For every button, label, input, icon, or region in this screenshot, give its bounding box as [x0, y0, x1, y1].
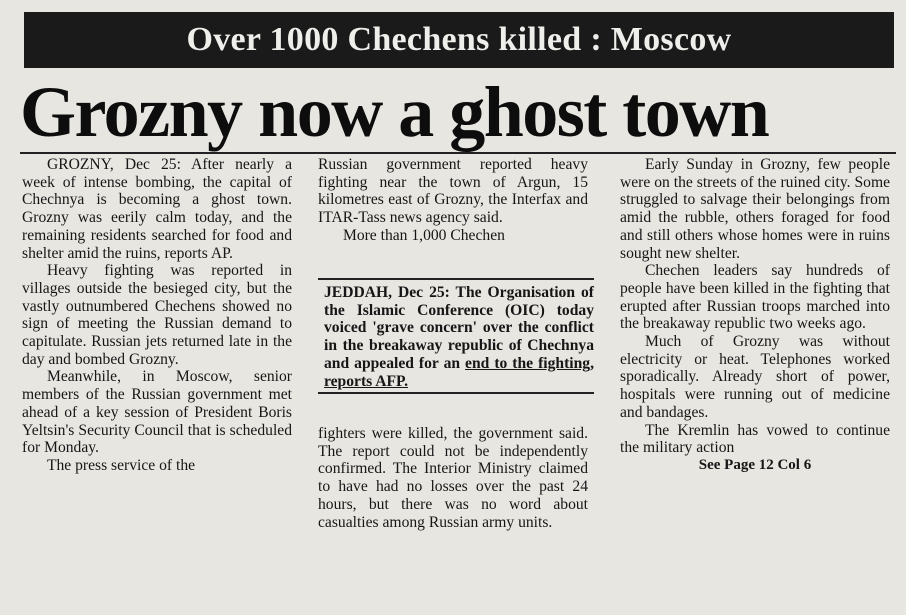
article-column-1	[22, 156, 292, 475]
paragraph: The press service of the	[46, 456, 196, 474]
inset-text: JEDDAH, Dec 25: The Organisation of the Islamic Conference (OIC) today voiced 'grave concern' over the conflict in the breakaway republic of Chechnya and appealed for an	[324, 284, 594, 372]
paragraph: fighters were killed, the government said. The report could not be independently confirmed. The Interior Ministry claimed to have had no losses over the past 24 hours, but there was no word about casualties among Russian army units.	[318, 425, 588, 531]
article-column-3	[620, 156, 890, 475]
paragraph: GROZNY, Dec 25: After nearly a week of intense bombing, the capital of Chechnya is becoming a ghost town. Grozny was eerily calm today, and the remaining residents searched for food and shelter amid the ruins, reports AP.	[22, 156, 292, 262]
paragraph: Early Sunday in Grozny, few people were on the streets of the ruined city. Some struggled to salvage their belongings from amid the rubble, others foraged for food and still others whose homes were in ruins sought new shelter.	[620, 156, 890, 262]
oic-inset-box	[318, 278, 594, 394]
paragraph: Heavy fighting was reported in villages outside the besieged city, but the vastly outnumbered Chechens showed no sign of meeting the Russian demand to capitulate. Russian jets returned late in the day and bombed Grozny.	[22, 262, 292, 368]
paragraph: Meanwhile, in Moscow, senior members of the Russian government met ahead of a key session of President Boris Yeltsin's Security Council that is scheduled for Monday.	[22, 368, 292, 457]
headline-rule	[20, 152, 896, 154]
paragraph: Much of Grozny was without electricity or heat. Telephones worked sporadically. Already short of power, hospitals were running out of medicine and bandages.	[620, 333, 890, 421]
kicker-banner: Over 1000 Chechens killed : Moscow	[24, 12, 894, 68]
article-column-2-top	[318, 156, 588, 245]
jump-line: See Page 12 Col 6	[698, 456, 812, 473]
paragraph: The Kremlin has vowed to continue the military action	[620, 421, 890, 457]
headline: Grozny now a ghost town	[20, 72, 769, 152]
paragraph: More than 1,000 Chechen	[342, 226, 505, 244]
article-column-2-bottom	[318, 425, 588, 531]
paragraph: Chechen leaders say hundreds of people have been killed in the fighting that erupted after Russian troops marched into the breakaway republic two weeks ago.	[620, 262, 890, 333]
paragraph: Russian government reported heavy fighting near the town of Argun, 15 kilometres east of Grozny, the Interfax and ITAR-Tass news agency said.	[318, 156, 588, 227]
inset-last-line: end to the fighting, reports AFP.	[324, 354, 594, 390]
